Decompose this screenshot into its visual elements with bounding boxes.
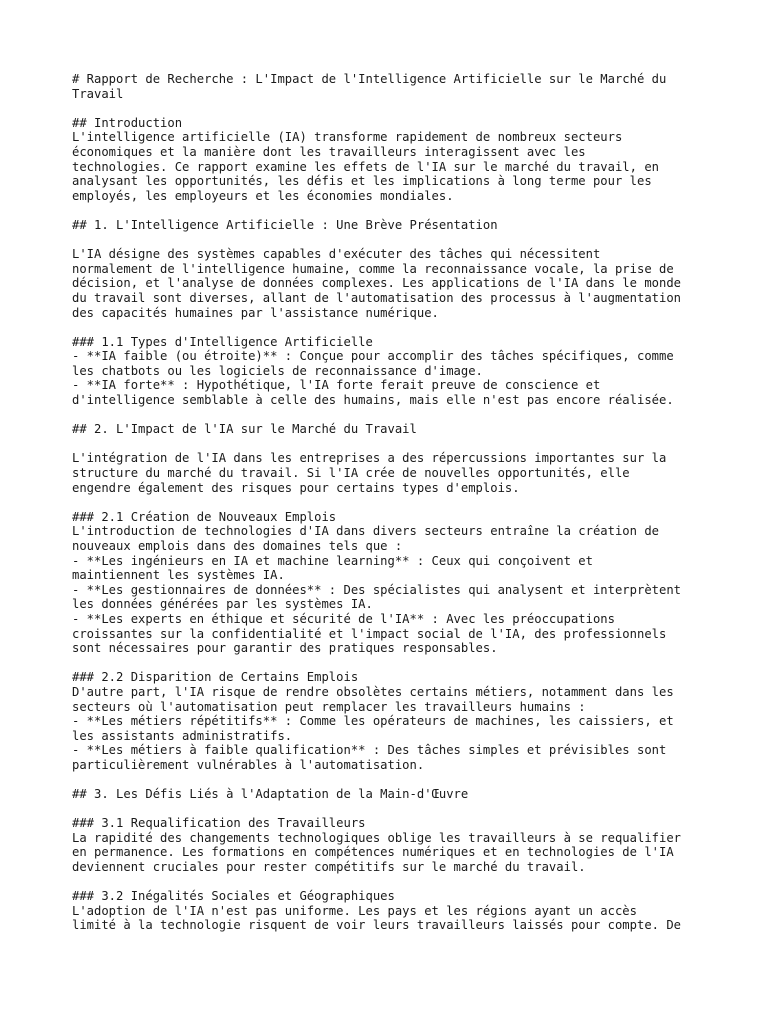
text-line: les données générées par les systèmes IA. (72, 597, 373, 612)
list-item: - **Les experts en éthique et sécurité de l'IA** : Avec les préoccupations (72, 611, 615, 626)
list-item: - **Les métiers à faible qualification** : Des tâches simples et prévisibles sont (72, 743, 667, 758)
section-heading: ## 1. L'Intelligence Artificielle : Une Brève Présentation (72, 217, 498, 232)
text-line: décision, et l'analyse de données complexes. Les applications de l'IA dans le monde (72, 276, 682, 291)
text-line: L'intelligence artificielle (IA) transforme rapidement de nombreux secteurs (72, 130, 623, 145)
section-heading: ## 2. L'Impact de l'IA sur le Marché du Travail (72, 422, 417, 437)
blank-line (72, 802, 702, 817)
subsection-heading: ### 3.1 Requalification des Travailleurs (72, 816, 366, 831)
text-line: L'IA désigne des systèmes capables d'exécuter des tâches qui nécessitent (72, 247, 601, 262)
blank-line (72, 656, 702, 671)
text-line: maintiennent les systèmes IA. (72, 568, 285, 583)
subsection-heading: ### 1.1 Types d'Intelligence Artificielle (72, 334, 373, 349)
text-line: engendre également des risques pour certains types d'emplois. (72, 480, 520, 495)
text-line: des capacités humaines par l'assistance numérique. (72, 305, 439, 320)
text-line: Travail (72, 86, 124, 101)
text-line: employés, les employeurs et les économies mondiales. (72, 188, 454, 203)
text-line: technologies. Ce rapport examine les effets de l'IA sur le marché du travail, en (72, 159, 659, 174)
blank-line (72, 233, 702, 248)
blank-line (72, 773, 702, 788)
text-line: en permanence. Les formations en compétences numériques et en technologies de l'IA (72, 845, 674, 860)
blank-line (72, 875, 702, 890)
text-line: sont nécessaires pour garantir des pratiques responsables. (72, 641, 498, 656)
document-page (72, 72, 702, 933)
text-line: particulièrement vulnérables à l'automatisation. (72, 757, 425, 772)
text-line: les chatbots ou les logiciels de reconnaissance d'image. (72, 363, 483, 378)
text-line: structure du marché du travail. Si l'IA crée de nouvelles opportunités, elle (72, 466, 630, 481)
text-line: analysant les opportunités, les défis et les implications à long terme pour les (72, 174, 652, 189)
text-line: La rapidité des changements technologiques oblige les travailleurs à se requalifier (72, 830, 682, 845)
text-line: L'introduction de technologies d'IA dans divers secteurs entraîne la création de (72, 524, 659, 539)
text-line: croissantes sur la confidentialité et l'impact social de l'IA, des professionnels (72, 626, 667, 641)
text-line: D'autre part, l'IA risque de rendre obsolètes certains métiers, notamment dans les (72, 684, 674, 699)
text-line: du travail sont diverses, allant de l'automatisation des processus à l'augmentation (72, 290, 682, 305)
blank-line (72, 101, 702, 116)
text-line: d'intelligence semblable à celle des humains, mais elle n'est pas encore réalisée. (72, 393, 674, 408)
section-heading: ## Introduction (72, 115, 183, 130)
subsection-heading: ### 2.2 Disparition de Certains Emplois (72, 670, 359, 685)
text-line: L'intégration de l'IA dans les entreprises a des répercussions importantes sur la (72, 451, 667, 466)
list-item: - **IA forte** : Hypothétique, l'IA forte ferait preuve de conscience et (72, 378, 601, 393)
blank-line (72, 320, 702, 335)
text-line: économiques et la manière dont les travailleurs interagissent avec les (72, 144, 586, 159)
list-item: - **Les gestionnaires de données** : Des spécialistes qui analysent et interprètent (72, 582, 682, 597)
text-line: secteurs où l'automatisation peut remplacer les travailleurs humains : (72, 699, 586, 714)
text-line: deviennent cruciales pour rester compétitifs sur le marché du travail. (72, 860, 586, 875)
list-item: - **Les métiers répétitifs** : Comme les opérateurs de machines, les caissiers, et (72, 714, 674, 729)
text-line: nouveaux emplois dans des domaines tels que : (72, 539, 403, 553)
text-line: normalement de l'intelligence humaine, comme la reconnaissance vocale, la prise de (72, 261, 674, 276)
subsection-heading: ### 2.1 Création de Nouveaux Emplois (72, 509, 337, 524)
subsection-heading: ### 3.2 Inégalités Sociales et Géographiques (72, 889, 395, 904)
text-line: L'adoption de l'IA n'est pas uniforme. Les pays et les régions ayant un accès (72, 903, 637, 918)
document-title: # Rapport de Recherche : L'Impact de l'Intelligence Artificielle sur le Marché du (72, 72, 667, 86)
section-heading: ## 3. Les Défis Liés à l'Adaptation de la Main-d'Œuvre (72, 787, 469, 802)
blank-line (72, 495, 702, 510)
blank-line (72, 408, 702, 423)
list-item: - **Les ingénieurs en IA et machine learning** : Ceux qui conçoivent et (72, 553, 593, 568)
text-line: limité à la technologie risquent de voir leurs travailleurs laissés pour compte. De (72, 918, 682, 933)
blank-line (72, 203, 702, 218)
list-item: - **IA faible (ou étroite)** : Conçue pour accomplir des tâches spécifiques, comme (72, 349, 674, 364)
text-line: les assistants administratifs. (72, 728, 293, 743)
blank-line (72, 437, 702, 452)
